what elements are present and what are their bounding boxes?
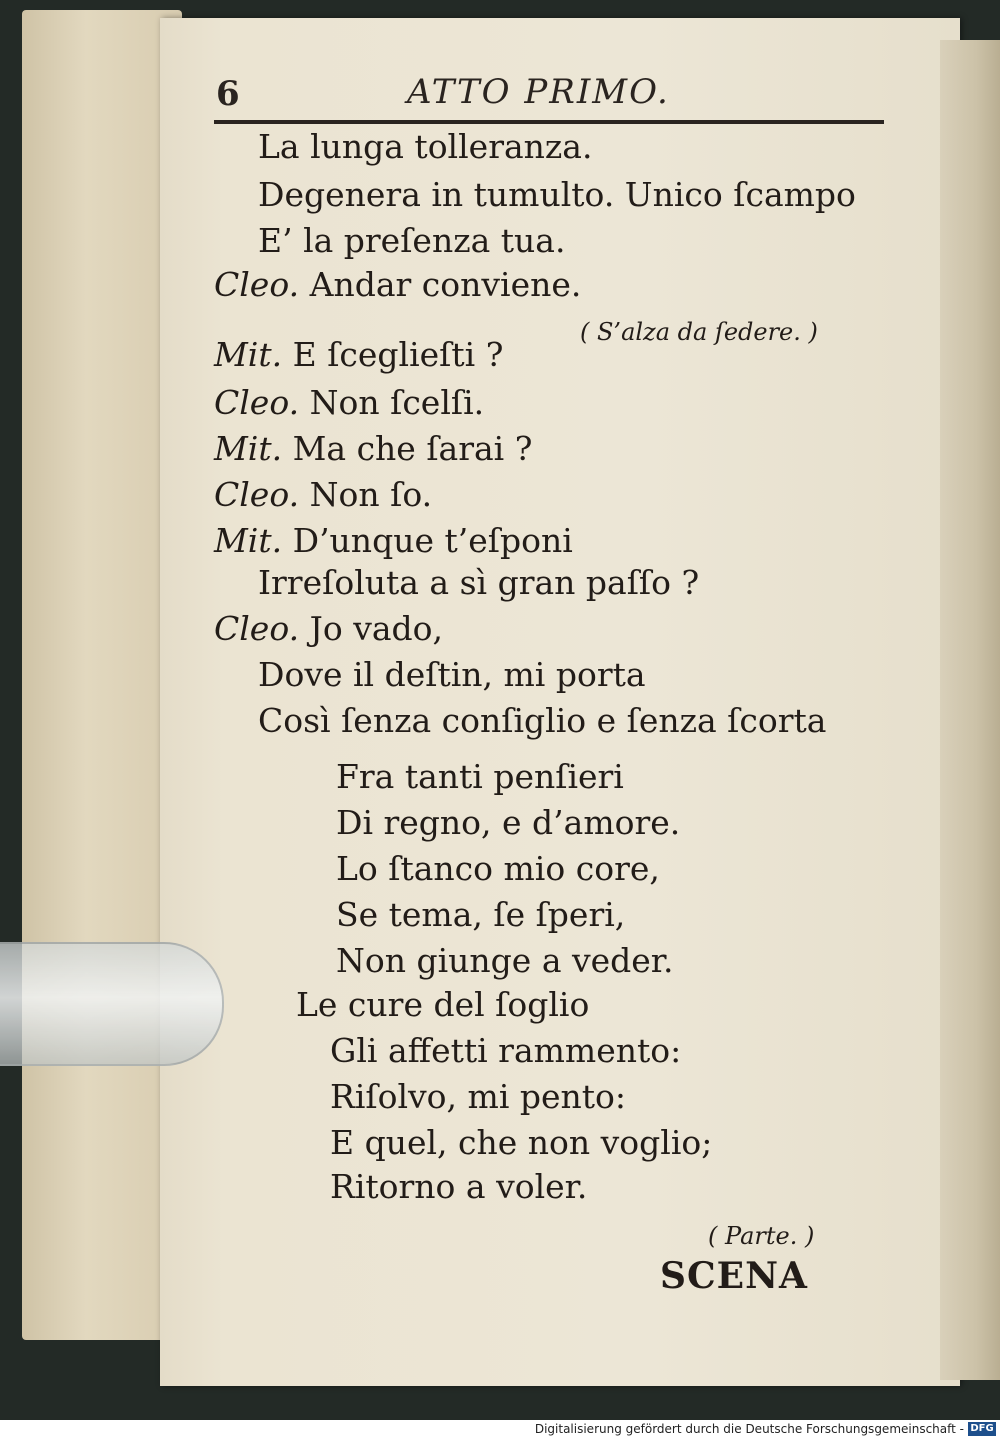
book-page-stack	[22, 10, 182, 1340]
footer-bar	[0, 1420, 1000, 1439]
line-text: Ma che ſarai ?	[292, 429, 533, 468]
text-line	[258, 175, 856, 214]
line-text: Riſolvo, mi pento:	[330, 1077, 627, 1116]
text-line	[214, 335, 504, 374]
speaker-label: Mit.	[214, 335, 283, 374]
line-text: Non ſcelſi.	[309, 383, 485, 422]
text-line	[330, 1031, 682, 1070]
text-line	[258, 563, 700, 602]
speaker-label: Cleo.	[214, 475, 300, 514]
line-text: ( S’alza da ſedere. )	[580, 318, 818, 346]
line-text: ( Parte. )	[708, 1222, 815, 1250]
text-line	[214, 475, 433, 514]
stage-direction	[580, 320, 818, 344]
footer-credit: Digitalisierung gefördert durch die Deutsche Forschungsgemeinschaft -	[534, 1422, 964, 1436]
text-line	[214, 383, 485, 422]
text-line	[336, 803, 681, 842]
speaker-label: Cleo.	[214, 265, 300, 304]
text-line	[214, 265, 582, 304]
text-line	[336, 941, 674, 980]
line-text: Se tema, ſe ſperi,	[336, 895, 626, 934]
line-text: Irreſoluta a sì gran paſſo ?	[258, 563, 700, 602]
text-line	[258, 221, 566, 260]
line-text: Dove il deſtin, mi porta	[258, 655, 646, 694]
text-line	[336, 895, 626, 934]
speaker-label: Mit.	[214, 429, 283, 468]
line-text: E’ la preſenza tua.	[258, 221, 566, 260]
line-text: E ſceglieſti ?	[292, 335, 504, 374]
text-line	[330, 1167, 588, 1206]
line-text: Non ſo.	[309, 475, 433, 514]
text-line	[214, 609, 444, 648]
text-line	[214, 429, 533, 468]
catchword: SCENA	[660, 1255, 808, 1297]
line-text: D’unque t’eſponi	[292, 521, 573, 560]
page-right-edge	[940, 40, 1000, 1380]
text-line	[336, 849, 660, 888]
line-text: Lo ſtanco mio core,	[336, 849, 660, 888]
line-text: La lunga tolleranza.	[258, 127, 593, 166]
stage-direction	[708, 1224, 814, 1248]
text-line	[258, 655, 646, 694]
line-text: Di regno, e d’amore.	[336, 803, 681, 842]
text-line	[214, 521, 573, 560]
text-line	[296, 985, 590, 1024]
header-rule	[214, 120, 884, 124]
line-text: Gli affetti rammento:	[330, 1031, 682, 1070]
speaker-label: Cleo.	[214, 609, 300, 648]
page-header	[212, 70, 884, 130]
line-text: Fra tanti penſieri	[336, 757, 624, 796]
dfg-logo: DFG	[968, 1422, 996, 1436]
speaker-label: Cleo.	[214, 383, 300, 422]
text-line	[258, 701, 827, 740]
speaker-label: Mit.	[214, 521, 283, 560]
line-text: Così ſenza conſiglio e ſenza ſcorta	[258, 701, 827, 740]
line-text: Ritorno a voler.	[330, 1167, 588, 1206]
page-holder-clip	[0, 942, 224, 1066]
text-line	[330, 1077, 627, 1116]
line-text: Andar conviene.	[309, 265, 582, 304]
line-text: Le cure del ſoglio	[296, 985, 590, 1024]
line-text: E quel, che non voglio;	[330, 1123, 713, 1162]
line-text: Jo vado,	[309, 609, 444, 648]
text-line	[336, 757, 624, 796]
text-line	[330, 1123, 713, 1162]
line-text: Non giunge a veder.	[336, 941, 674, 980]
text-line	[258, 127, 593, 166]
page-number: 6	[216, 74, 240, 114]
running-title: ATTO PRIMO.	[407, 72, 670, 112]
line-text: Degenera in tumulto. Unico ſcampo	[258, 175, 856, 214]
